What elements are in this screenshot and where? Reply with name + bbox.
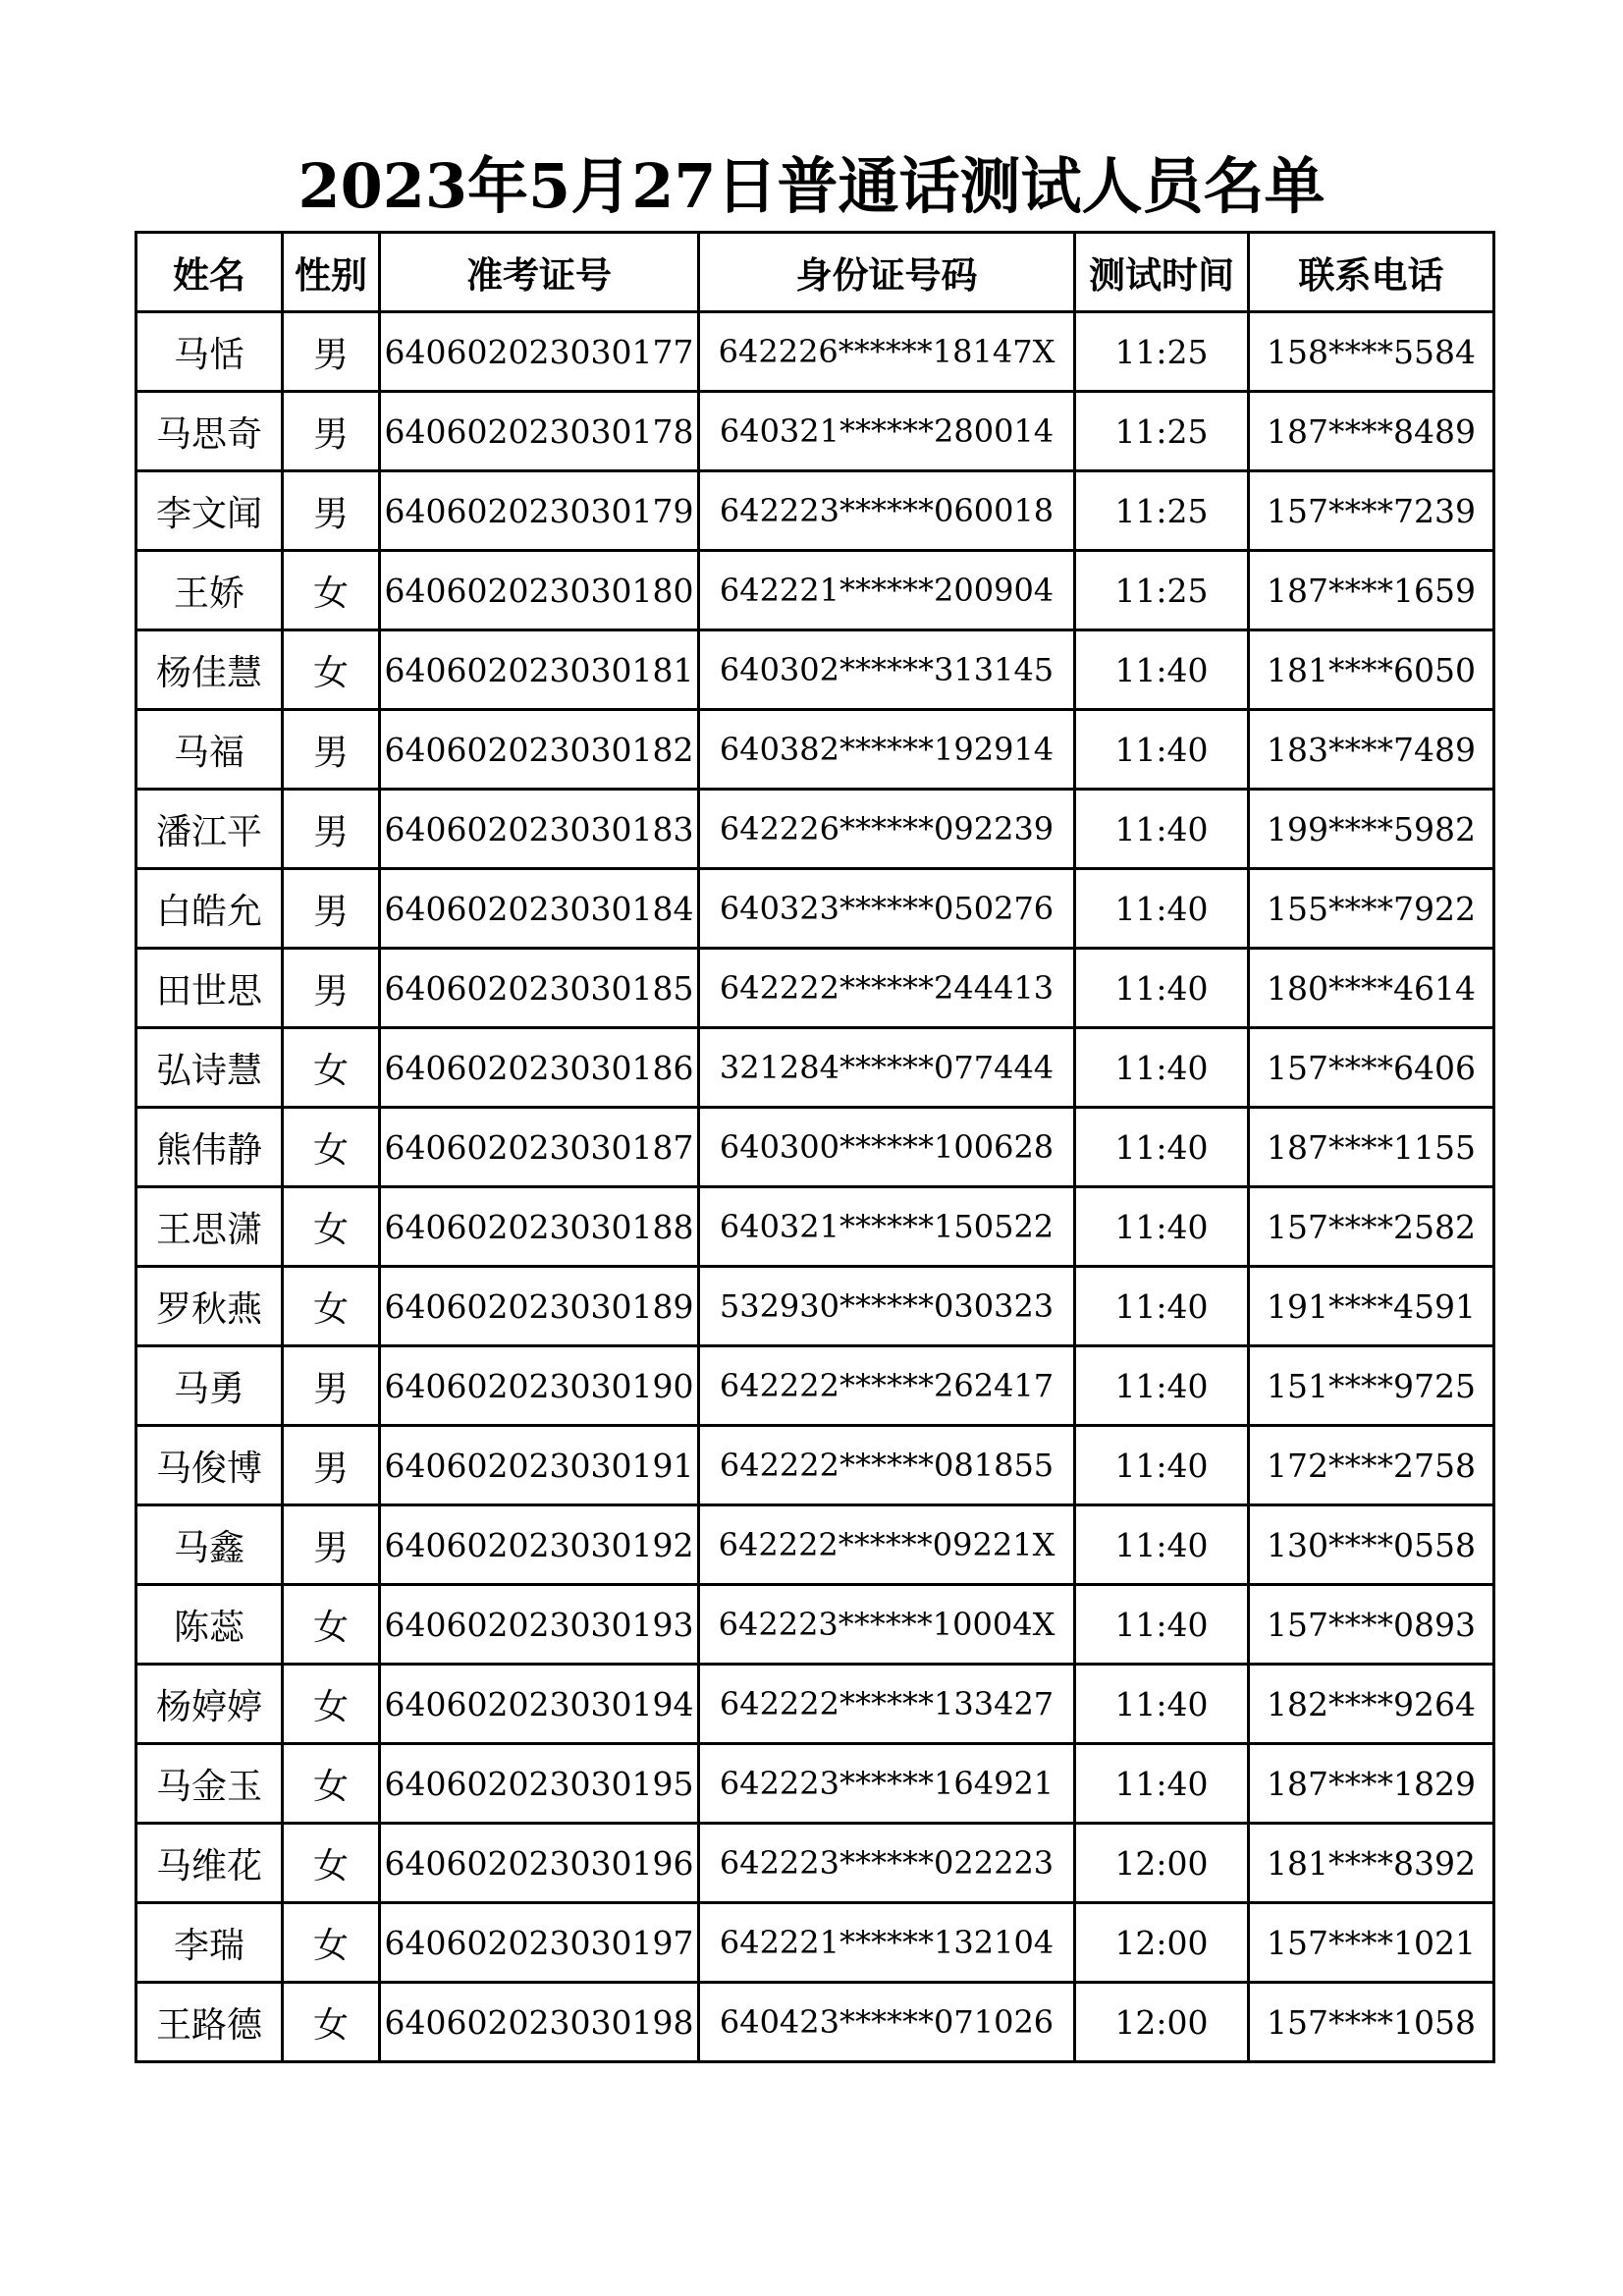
table-row	[136, 1505, 1494, 1585]
header-name: 姓名	[136, 233, 283, 312]
table-row	[136, 1903, 1494, 1983]
cell-phone: 158****5584	[1249, 312, 1494, 392]
cell-gender: 男	[283, 869, 380, 949]
cell-test-time: 11:25	[1075, 392, 1249, 471]
cell-name: 马维花	[136, 1824, 283, 1903]
cell-test-time: 11:25	[1075, 551, 1249, 630]
cell-test-time: 11:40	[1075, 1108, 1249, 1187]
cell-id-number: 642223******060018	[699, 471, 1075, 551]
cell-id-number: 321284******077444	[699, 1028, 1075, 1108]
cell-gender: 男	[283, 312, 380, 392]
cell-phone: 183****7489	[1249, 710, 1494, 790]
cell-phone: 157****1021	[1249, 1903, 1494, 1983]
roster-table	[135, 231, 1495, 2063]
cell-exam-number: 640602023030178	[380, 392, 699, 471]
header-exam-number: 准考证号	[380, 233, 699, 312]
cell-id-number: 640302******313145	[699, 630, 1075, 710]
page-title: 2023年5月27日普通话测试人员名单	[298, 150, 1325, 222]
cell-name: 马思奇	[136, 392, 283, 471]
cell-name: 马福	[136, 710, 283, 790]
table-row	[136, 471, 1494, 551]
header-test-time: 测试时间	[1075, 233, 1249, 312]
cell-exam-number: 640602023030184	[380, 869, 699, 949]
cell-phone: 187****1155	[1249, 1108, 1494, 1187]
header-gender: 性别	[283, 233, 380, 312]
cell-exam-number: 640602023030187	[380, 1108, 699, 1187]
cell-test-time: 11:40	[1075, 710, 1249, 790]
cell-id-number: 640321******150522	[699, 1187, 1075, 1267]
cell-id-number: 642222******081855	[699, 1426, 1075, 1505]
cell-name: 马鑫	[136, 1505, 283, 1585]
cell-phone: 191****4591	[1249, 1267, 1494, 1346]
cell-name: 陈蕊	[136, 1585, 283, 1665]
cell-name: 马金玉	[136, 1744, 283, 1824]
cell-exam-number: 640602023030190	[380, 1346, 699, 1426]
cell-name: 王娇	[136, 551, 283, 630]
cell-test-time: 11:40	[1075, 1426, 1249, 1505]
cell-exam-number: 640602023030185	[380, 949, 699, 1028]
cell-name: 弘诗慧	[136, 1028, 283, 1108]
cell-gender: 女	[283, 1585, 380, 1665]
cell-exam-number: 640602023030192	[380, 1505, 699, 1585]
cell-gender: 女	[283, 1744, 380, 1824]
cell-test-time: 11:40	[1075, 1744, 1249, 1824]
cell-test-time: 12:00	[1075, 1903, 1249, 1983]
cell-id-number: 642222******262417	[699, 1346, 1075, 1426]
table-row	[136, 1346, 1494, 1426]
table-row	[136, 949, 1494, 1028]
cell-phone: 172****2758	[1249, 1426, 1494, 1505]
cell-gender: 女	[283, 1187, 380, 1267]
cell-phone: 155****7922	[1249, 869, 1494, 949]
cell-phone: 151****9725	[1249, 1346, 1494, 1426]
cell-test-time: 11:40	[1075, 1187, 1249, 1267]
cell-gender: 男	[283, 392, 380, 471]
cell-test-time: 12:00	[1075, 1983, 1249, 2062]
cell-id-number: 640321******280014	[699, 392, 1075, 471]
cell-id-number: 642223******022223	[699, 1824, 1075, 1903]
table-row	[136, 1426, 1494, 1505]
table-row	[136, 1824, 1494, 1903]
cell-id-number: 640382******192914	[699, 710, 1075, 790]
cell-gender: 女	[283, 551, 380, 630]
cell-gender: 男	[283, 1505, 380, 1585]
cell-phone: 157****1058	[1249, 1983, 1494, 2062]
table-body	[136, 312, 1494, 2062]
table-row	[136, 710, 1494, 790]
cell-test-time: 11:40	[1075, 790, 1249, 869]
cell-phone: 199****5982	[1249, 790, 1494, 869]
cell-test-time: 11:40	[1075, 1028, 1249, 1108]
cell-id-number: 642223******10004X	[699, 1585, 1075, 1665]
cell-gender: 女	[283, 1108, 380, 1187]
cell-exam-number: 640602023030180	[380, 551, 699, 630]
cell-gender: 女	[283, 1824, 380, 1903]
cell-phone: 181****8392	[1249, 1824, 1494, 1903]
cell-exam-number: 640602023030195	[380, 1744, 699, 1824]
table-row	[136, 392, 1494, 471]
table-row	[136, 1028, 1494, 1108]
cell-exam-number: 640602023030182	[380, 710, 699, 790]
table-row	[136, 1187, 1494, 1267]
cell-exam-number: 640602023030177	[380, 312, 699, 392]
cell-phone: 182****9264	[1249, 1665, 1494, 1744]
cell-exam-number: 640602023030181	[380, 630, 699, 710]
cell-test-time: 11:40	[1075, 949, 1249, 1028]
cell-exam-number: 640602023030183	[380, 790, 699, 869]
cell-gender: 男	[283, 949, 380, 1028]
cell-phone: 157****7239	[1249, 471, 1494, 551]
cell-gender: 男	[283, 790, 380, 869]
table-row	[136, 551, 1494, 630]
cell-id-number: 532930******030323	[699, 1267, 1075, 1346]
table-row	[136, 630, 1494, 710]
cell-exam-number: 640602023030189	[380, 1267, 699, 1346]
cell-name: 李文闻	[136, 471, 283, 551]
cell-gender: 男	[283, 710, 380, 790]
cell-exam-number: 640602023030197	[380, 1903, 699, 1983]
cell-gender: 女	[283, 1665, 380, 1744]
cell-test-time: 12:00	[1075, 1824, 1249, 1903]
cell-id-number: 642221******132104	[699, 1903, 1075, 1983]
cell-exam-number: 640602023030193	[380, 1585, 699, 1665]
cell-gender: 女	[283, 630, 380, 710]
cell-test-time: 11:40	[1075, 1346, 1249, 1426]
cell-gender: 女	[283, 1028, 380, 1108]
cell-test-time: 11:40	[1075, 630, 1249, 710]
cell-name: 李瑞	[136, 1903, 283, 1983]
cell-name: 马恬	[136, 312, 283, 392]
cell-phone: 187****8489	[1249, 392, 1494, 471]
cell-test-time: 11:25	[1075, 471, 1249, 551]
cell-gender: 女	[283, 1267, 380, 1346]
cell-exam-number: 640602023030196	[380, 1824, 699, 1903]
cell-name: 杨婷婷	[136, 1665, 283, 1744]
cell-name: 田世思	[136, 949, 283, 1028]
cell-test-time: 11:40	[1075, 1267, 1249, 1346]
table-row	[136, 1585, 1494, 1665]
cell-exam-number: 640602023030191	[380, 1426, 699, 1505]
table-row	[136, 312, 1494, 392]
cell-name: 王路德	[136, 1983, 283, 2062]
cell-id-number: 640323******050276	[699, 869, 1075, 949]
cell-exam-number: 640602023030179	[380, 471, 699, 551]
cell-id-number: 642223******164921	[699, 1744, 1075, 1824]
cell-exam-number: 640602023030186	[380, 1028, 699, 1108]
cell-id-number: 642221******200904	[699, 551, 1075, 630]
cell-name: 王思潇	[136, 1187, 283, 1267]
cell-name: 杨佳慧	[136, 630, 283, 710]
cell-gender: 男	[283, 1426, 380, 1505]
cell-phone: 180****4614	[1249, 949, 1494, 1028]
table-row	[136, 1983, 1494, 2062]
cell-phone: 157****6406	[1249, 1028, 1494, 1108]
cell-exam-number: 640602023030194	[380, 1665, 699, 1744]
table-row	[136, 869, 1494, 949]
cell-id-number: 642222******09221X	[699, 1505, 1075, 1585]
cell-phone: 157****2582	[1249, 1187, 1494, 1267]
cell-name: 熊伟静	[136, 1108, 283, 1187]
table-row	[136, 1108, 1494, 1187]
cell-id-number: 642226******18147X	[699, 312, 1075, 392]
cell-phone: 181****6050	[1249, 630, 1494, 710]
cell-test-time: 11:40	[1075, 869, 1249, 949]
cell-name: 潘江平	[136, 790, 283, 869]
cell-test-time: 11:25	[1075, 312, 1249, 392]
table-row	[136, 1267, 1494, 1346]
cell-id-number: 640300******100628	[699, 1108, 1075, 1187]
cell-test-time: 11:40	[1075, 1585, 1249, 1665]
header-phone: 联系电话	[1249, 233, 1494, 312]
cell-name: 马俊博	[136, 1426, 283, 1505]
cell-gender: 女	[283, 1903, 380, 1983]
table-row	[136, 1665, 1494, 1744]
cell-gender: 男	[283, 471, 380, 551]
cell-phone: 130****0558	[1249, 1505, 1494, 1585]
cell-test-time: 11:40	[1075, 1665, 1249, 1744]
cell-gender: 女	[283, 1983, 380, 2062]
cell-name: 罗秋燕	[136, 1267, 283, 1346]
cell-test-time: 11:40	[1075, 1505, 1249, 1585]
table-row	[136, 1744, 1494, 1824]
header-id-number: 身份证号码	[699, 233, 1075, 312]
cell-gender: 男	[283, 1346, 380, 1426]
cell-phone: 157****0893	[1249, 1585, 1494, 1665]
header-row	[136, 233, 1494, 312]
cell-name: 马勇	[136, 1346, 283, 1426]
cell-exam-number: 640602023030188	[380, 1187, 699, 1267]
cell-id-number: 642222******244413	[699, 949, 1075, 1028]
cell-name: 白皓允	[136, 869, 283, 949]
cell-exam-number: 640602023030198	[380, 1983, 699, 2062]
cell-id-number: 642226******092239	[699, 790, 1075, 869]
cell-phone: 187****1659	[1249, 551, 1494, 630]
table-row	[136, 790, 1494, 869]
cell-id-number: 642222******133427	[699, 1665, 1075, 1744]
cell-phone: 187****1829	[1249, 1744, 1494, 1824]
cell-id-number: 640423******071026	[699, 1983, 1075, 2062]
